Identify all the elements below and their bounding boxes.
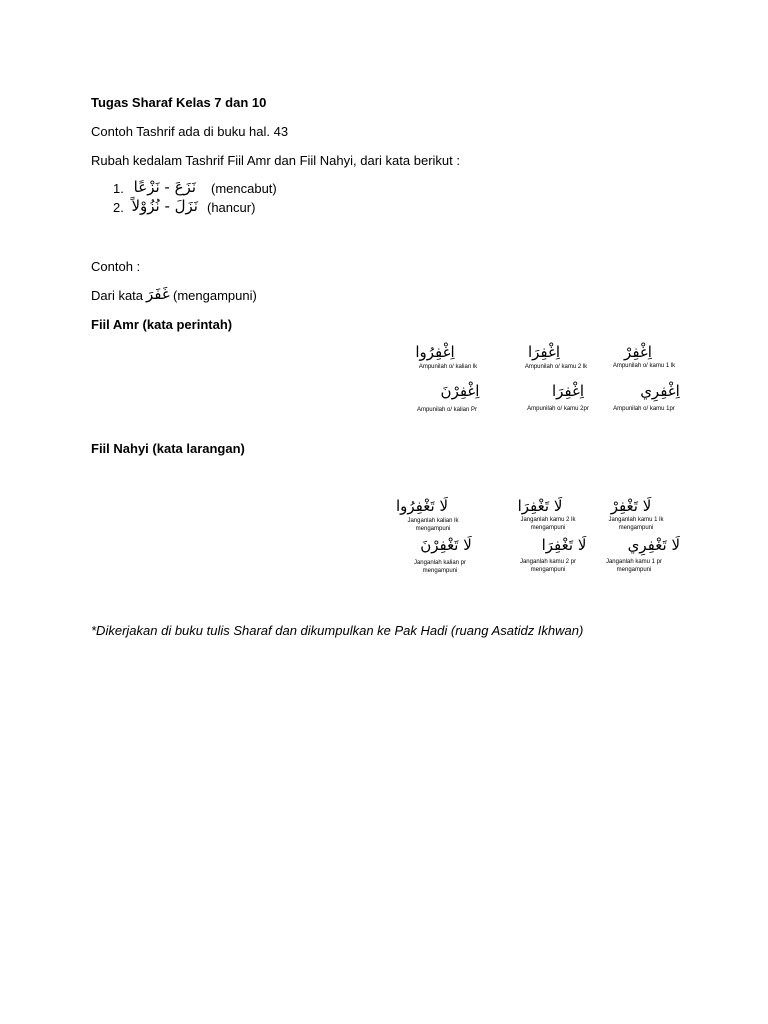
amr-caption: Ampunilah o/ kalian Pr [416, 407, 478, 413]
amr-word: اِغْفِرْ [624, 343, 652, 361]
example-label: Contoh : [91, 259, 141, 274]
amr-caption: Ampunilah o/ kamu 1 lk [612, 363, 676, 369]
source-word-meaning: (mengampuni) [173, 288, 257, 303]
nahyi-caption-line: mengampuni [422, 568, 458, 574]
amr-word: اِغْفِرُوا [415, 343, 455, 361]
instruction-line-1: Contoh Tashrif ada di buku hal. 43 [91, 124, 289, 139]
nahyi-caption [403, 517, 463, 533]
nahyi-caption-line: mengampuni [415, 526, 451, 532]
nahyi-caption-line: Janganlah kamu 1 lk [608, 517, 664, 523]
amr-caption: Ampunilah o/ kamu 1pr [613, 406, 675, 412]
nahyi-word: لَا تَغْفِرَا [517, 497, 563, 515]
amr-word: اِغْفِرْنَ [440, 382, 480, 400]
nahyi-caption [408, 559, 472, 575]
nahyi-caption-line: mengampuni [530, 525, 566, 531]
list-item [113, 181, 135, 196]
amr-word: اِغْفِرِي [640, 382, 680, 400]
amr-caption: Ampunilah o/ kamu 2pr [527, 406, 589, 412]
nahyi-caption [602, 558, 666, 574]
nahyi-caption-line: Janganlah kamu 1 pr [605, 559, 663, 565]
list-number: 1. [113, 181, 124, 196]
amr-word: اِغْفِرَا [527, 343, 561, 361]
list-item-arabic: نَزَعَ - نَزْعًا [133, 178, 196, 196]
nahyi-word: لَا تَغْفِرَا [541, 536, 587, 554]
source-word-arabic: غَفَرَ [146, 285, 170, 303]
nahyi-word: لَا تَغْفِرْ [610, 497, 652, 515]
nahyi-word: لَا تَغْفِرُوا [395, 497, 448, 515]
list-item-meaning: (hancur) [207, 200, 256, 215]
list-item-arabic: نَزَلَ - نُزُوْلاً [131, 197, 198, 215]
list-number: 2. [113, 200, 124, 215]
source-word-prefix: Dari kata [91, 288, 144, 303]
nahyi-caption-line: Janganlah kamu 2 lk [520, 517, 576, 523]
nahyi-caption-line: mengampuni [530, 567, 566, 573]
nahyi-caption-line: mengampuni [616, 567, 652, 573]
amr-heading: Fiil Amr (kata perintah) [91, 317, 233, 332]
nahyi-heading: Fiil Nahyi (kata larangan) [91, 441, 245, 456]
amr-caption: Ampunilah o/ kamu 2 lk [524, 364, 588, 370]
nahyi-caption [604, 516, 668, 532]
nahyi-caption [514, 558, 582, 574]
document-title: Tugas Sharaf Kelas 7 dan 10 [91, 95, 267, 110]
amr-word: اِغْفِرَا [551, 382, 585, 400]
nahyi-word: لَا تَغْفِرْنَ [420, 536, 472, 554]
nahyi-caption [516, 516, 580, 532]
footnote: *Dikerjakan di buku tulis Sharaf dan dikumpulkan ke Pak Hadi (ruang Asatidz Ikhwan) [91, 623, 584, 638]
nahyi-caption-line: Janganlah kalian pr [413, 560, 467, 566]
instruction-line-2: Rubah kedalam Tashrif Fiil Amr dan Fiil Nahyi, dari kata berikut : [91, 153, 460, 168]
list-item-meaning: (mencabut) [211, 181, 277, 196]
amr-caption: Ampunilah o/ kalian lk [418, 364, 478, 370]
nahyi-caption-line: mengampuni [618, 525, 654, 531]
nahyi-caption-line: Janganlah kalian lk [407, 518, 459, 524]
nahyi-word: لَا تَغْفِرِي [627, 536, 680, 554]
nahyi-caption-line: Janganlah kamu 2 pr [519, 559, 577, 565]
